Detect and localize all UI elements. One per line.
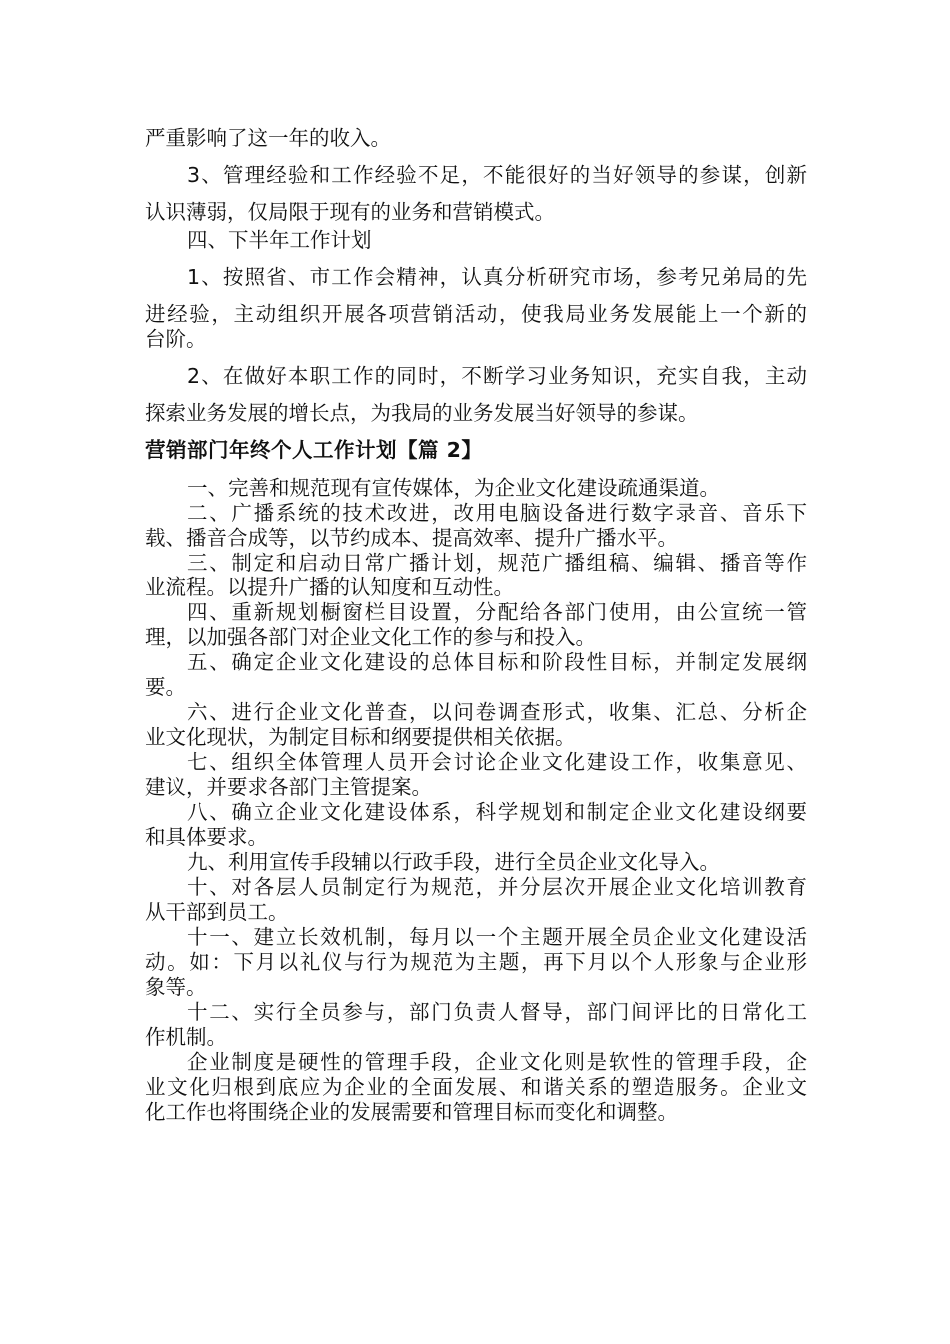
text-line: 载、播音合成等，以节约成本、提高效率、提升广播水平。 <box>145 526 678 550</box>
text-line: 十一、建立长效机制，每月以一个主题开展全员企业文化建设活 <box>187 925 807 949</box>
text-line: 严重影响了这一年的收入。 <box>145 126 391 150</box>
text-line: 化工作也将围绕企业的发展需要和管理目标而变化和调整。 <box>145 1100 678 1124</box>
text-line: 认识薄弱，仅局限于现有的业务和营销模式。 <box>145 200 555 224</box>
text-line: 业文化现状，为制定目标和纲要提供相关依据。 <box>145 725 576 749</box>
text-line: 企业制度是硬性的管理手段，企业文化则是软性的管理手段，企 <box>187 1050 807 1074</box>
text-line: 建议，并要求各部门主管提案。 <box>145 775 432 799</box>
text-line: 二、广播系统的技术改进，改用电脑设备进行数字录音、音乐下 <box>187 501 807 525</box>
text-line: 九、利用宣传手段辅以行政手段，进行全员企业文化导入。 <box>187 850 720 874</box>
text-line: 十、对各层人员制定行为规范，并分层次开展企业文化培训教育 <box>187 875 807 899</box>
text-line: 理，以加强各部门对企业文化工作的参与和投入。 <box>145 625 596 649</box>
section-heading: 四、下半年工作计划 <box>187 228 372 252</box>
text-line: 七、组织全体管理人员开会讨论企业文化建设工作，收集意见、 <box>187 750 807 774</box>
text-line: 1、按照省、市工作会精神，认真分析研究市场，参考兄弟局的先 <box>187 265 807 289</box>
text-line: 十二、实行全员参与，部门负责人督导，部门间评比的日常化工 <box>187 1000 807 1024</box>
text-line: 动。如：下月以礼仪与行为规范为主题，再下月以个人形象与企业形 <box>145 950 807 974</box>
text-line: 2、在做好本职工作的同时，不断学习业务知识，充实自我，主动 <box>187 364 807 388</box>
text-line: 三、制定和启动日常广播计划，规范广播组稿、编辑、播音等作 <box>187 551 807 575</box>
text-line: 五、确定企业文化建设的总体目标和阶段性目标，并制定发展纲 <box>187 650 807 674</box>
text-line: 从干部到员工。 <box>145 900 289 924</box>
text-line: 探索业务发展的增长点，为我局的业务发展当好领导的参谋。 <box>145 401 699 425</box>
text-line: 四、重新规划橱窗栏目设置，分配给各部门使用，由公宣统一管 <box>187 600 807 624</box>
article-title: 营销部门年终个人工作计划【篇 2】 <box>145 438 483 462</box>
text-line: 进经验，主动组织开展各项营销活动，使我局业务发展能上一个新的 <box>145 302 807 326</box>
text-line: 要。 <box>145 675 186 699</box>
text-line: 3、管理经验和工作经验不足，不能很好的当好领导的参谋，创新 <box>187 163 807 187</box>
text-line: 一、完善和规范现有宣传媒体，为企业文化建设疏通渠道。 <box>187 476 720 500</box>
text-line: 业流程。以提升广播的认知度和互动性。 <box>145 575 514 599</box>
text-line: 作机制。 <box>145 1025 227 1049</box>
text-line: 象等。 <box>145 975 207 999</box>
text-line: 业文化归根到底应为企业的全面发展、和谐关系的塑造服务。企业文 <box>145 1075 807 1099</box>
text-line: 六、进行企业文化普查，以问卷调查形式，收集、汇总、分析企 <box>187 700 807 724</box>
text-line: 台阶。 <box>145 327 207 351</box>
text-line: 八、确立企业文化建设体系，科学规划和制定企业文化建设纲要 <box>187 800 807 824</box>
text-line: 和具体要求。 <box>145 825 268 849</box>
